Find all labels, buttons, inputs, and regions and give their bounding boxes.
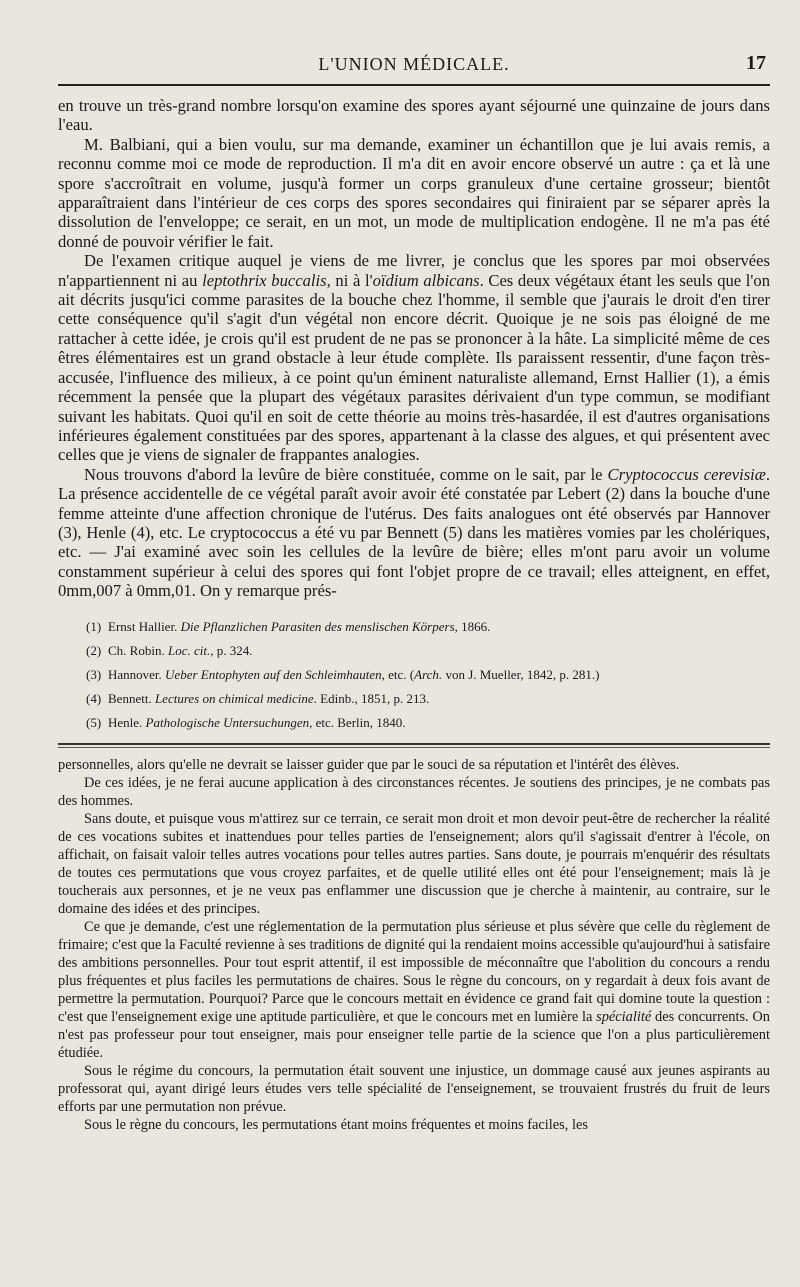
- text-run: Nous trouvons d'abord la levûre de bière constituée, comme on le sait, par le: [84, 464, 608, 484]
- text-run: Ernst Hallier.: [108, 618, 181, 634]
- text-run: Ch. Robin.: [108, 642, 168, 658]
- text-run: Ce que je demande, c'est une réglementation de la permutation plus sérieuse et plus sévère que celle du règlement de frimaire; c'est que la Faculté revienne à ses traditions de dignité qui la rendaient moins accessible qu'aujourd'hui à satisfaire des ambitions personnelles. Pour tout esprit attentif, il est impossible de méconnaître que l'abolition du concours a rendu plus fréquentes et plus faciles les permutations de chaires. Sous le règne du concours, on y regardait à deux fois avant de permettre la permutation. Pourquoi? Parce que le concours mettait en évidence ce grand fait qui domine toute la question : c'est que l'enseignement exige une aptitude particulière, et que le concours met en lumière la: [58, 918, 770, 1025]
- paragraph: [58, 96, 770, 135]
- feuilleton-separator-rule: [58, 743, 770, 748]
- text-run: De ces idées, je ne ferai aucune application à des circonstances récentes. Je soutiens des principes, je ne combats pas des hommes.: [58, 774, 770, 809]
- paragraph: [58, 465, 770, 601]
- text-run: , ni à l': [326, 270, 373, 290]
- footnotes: [58, 615, 770, 735]
- text-run: Henle.: [108, 714, 146, 730]
- text-run: . Ces deux végétaux étant les seuls que l'on ait décrits jusqu'ici comme parasites de la bouche chez l'homme, il semble que j'aurais le droit d'en tirer cette conséquence qu'il s'agit d'un végétal non encore décrit. Quoique je ne sois pas éloigné de me rattacher à cette idée, je crois qu'il est prudent de ne pas se prononcer à la hâte. La simplicité même de ces êtres élémentaires est un grand obstacle à leur étude complète. Ils paraissent ressentir, d'une façon très-accusée, l'influence des milieux, à ce point qu'un éminent naturaliste allemand, Ernst Hallier (1), a émis récemment la pensée que la plupart des végétaux parasites dérivaient d'un type commun, se modifiant suivant les habitats. Quoi qu'il en soit de cette théorie au moins très-hasardée, il est d'autres organisations inférieures également constituées par des spores, appartenant à la classe des algues, et qui présentent avec celles que je viens de signaler de frappantes analogies.: [58, 270, 771, 465]
- footnote: [86, 663, 770, 687]
- footnote: [86, 639, 770, 663]
- running-header: [58, 52, 770, 86]
- footnote: [86, 615, 770, 639]
- text-run: Hannover.: [108, 666, 166, 682]
- italic-text: Ueber Entophyten auf den Schleimhauten: [165, 666, 382, 682]
- feuilleton-paragraph: [58, 1062, 770, 1116]
- footnote-number: (1): [86, 618, 102, 634]
- italic-text: Loc. cit.: [167, 642, 211, 658]
- text-run: , p. 324.: [210, 642, 253, 658]
- journal-title: L'UNION MÉDICALE.: [318, 54, 510, 74]
- text-run: des concurrents. On n'est pas professeur pour tout enseigner, mais pour enseigner telle partie de la science que l'on a plus particulièrement étudiée.: [58, 1008, 770, 1061]
- paragraph: [58, 251, 770, 464]
- text-run: , etc. Berlin, 1840.: [309, 714, 406, 730]
- text-run: De l'examen critique auquel je viens de me livrer, je conclus que les spores par moi observées n'appartiennent ni au: [58, 251, 770, 290]
- footnote-number: (4): [86, 690, 102, 706]
- paragraph: [58, 135, 770, 251]
- text-run: personnelles, alors qu'elle ne devrait se laisser guider que par le souci de sa réputation et l'intérêt des élèves.: [58, 756, 680, 773]
- text-run: . La présence accidentelle de ce végétal paraît avoir avoir été constatée par Lebert (2) dans la bouche d'une femme atteinte d'une affection chronique de l'utérus. Des faits analogues ont été observés par Hannover (3), Henle (4), etc. Le cryptococcus a été vu par Bennett (5) dans les matières vomies par les cholériques, etc. — J'ai examiné avec soin les cellules de la levûre de bière; elles m'ont paru avoir un volume constamment supérieur à celui des spores qui font l'objet propre de ce travail; elles atteignent, en effet, 0mm,007 à 0mm,01. On y remarque prés-: [58, 464, 770, 601]
- italic-text: Lectures on chimical medicine: [154, 690, 314, 706]
- italic-text: leptothrix buccalis: [202, 270, 327, 290]
- italic-text: Cryptococcus cerevisiæ: [607, 464, 766, 484]
- italic-text: oïdium albicans: [372, 270, 480, 290]
- feuilleton-paragraph: [58, 810, 770, 918]
- text-run: . Edinb., 1851, p. 213.: [313, 690, 430, 706]
- text-run: , 1866.: [454, 618, 491, 634]
- text-run: von J. Mueller, 1842, p. 281.): [442, 666, 600, 682]
- text-run: Bennett.: [108, 690, 155, 706]
- text-run: Sans doute, et puisque vous m'attirez sur ce terrain, ce serait mon droit et mon devoir peut-être de rechercher la réalité de ces vocations subites et inattendues pour telles parties de l'enseignement; alors qu'il s'agissait d'entrer à l'école, on affichait, on faisait valoir telles autres vocations pour telles autres parties. Sans doute, je pourrais m'enquérir des résultats de toutes ces permutations que vous croyez parfaites, et de quelle utilité elles ont été pour l'enseignement; mais là je toucherais aux personnes, et je ne veux pas enflammer une discussion que je cherche à maintenir, au contraire, sur le domaine des idées et des principes.: [58, 810, 770, 917]
- text-run: Sous le régime du concours, la permutation était souvent une injustice, un dommage causé aux jeunes aspirants au professorat qui, ayant dirigé leurs études vers telle spécialité de l'enseignement, se trouvaient frustrés du fruit de leurs efforts par une permutation non prévue.: [58, 1062, 770, 1115]
- italic-text: Pathologische Untersuchungen: [145, 714, 310, 730]
- main-article-body: [58, 96, 770, 601]
- footnote: [86, 687, 770, 711]
- feuilleton-paragraph: [58, 774, 770, 810]
- footnote-number: (3): [86, 666, 102, 682]
- footnote-number: (5): [86, 714, 102, 730]
- feuilleton-paragraph: [58, 756, 770, 774]
- footnote: [86, 711, 770, 735]
- footnote-number: (2): [86, 642, 102, 658]
- feuilleton-body: [58, 756, 770, 1134]
- italic-text: Die Pflanzlichen Parasiten des menslischen Körpers: [180, 618, 455, 634]
- text-run: en trouve un très-grand nombre lorsqu'on examine des spores ayant séjourné une quinzaine de jours dans l'eau.: [58, 96, 770, 135]
- italic-text: spécialité: [596, 1008, 652, 1025]
- text-run: , etc. (: [381, 666, 415, 682]
- italic-text: Arch.: [414, 666, 443, 682]
- text-run: Sous le règne du concours, les permutations étant moins fréquentes et moins faciles, les: [84, 1116, 588, 1133]
- page-number: 17: [746, 52, 766, 74]
- feuilleton-paragraph: [58, 1116, 770, 1134]
- text-run: M. Balbiani, qui a bien voulu, sur ma demande, examiner un échantillon que je lui avais remis, a reconnu comme moi ce mode de reproduction. Il m'a dit en avoir encore observé un autre : ça et là une spore s'accroîtrait en volume, jusqu'à former un corps granuleux d'une certaine grosseur; bientôt apparaîtraient dans l'intérieur de ces corps des spores secondaires qui finiraient par se séparer après la dissolution de l'enveloppe; ce serait, en un mot, un mode de multiplication endogène. Il ne m'a pas été donné de pouvoir vérifier le fait.: [58, 134, 770, 251]
- feuilleton-paragraph: [58, 918, 770, 1062]
